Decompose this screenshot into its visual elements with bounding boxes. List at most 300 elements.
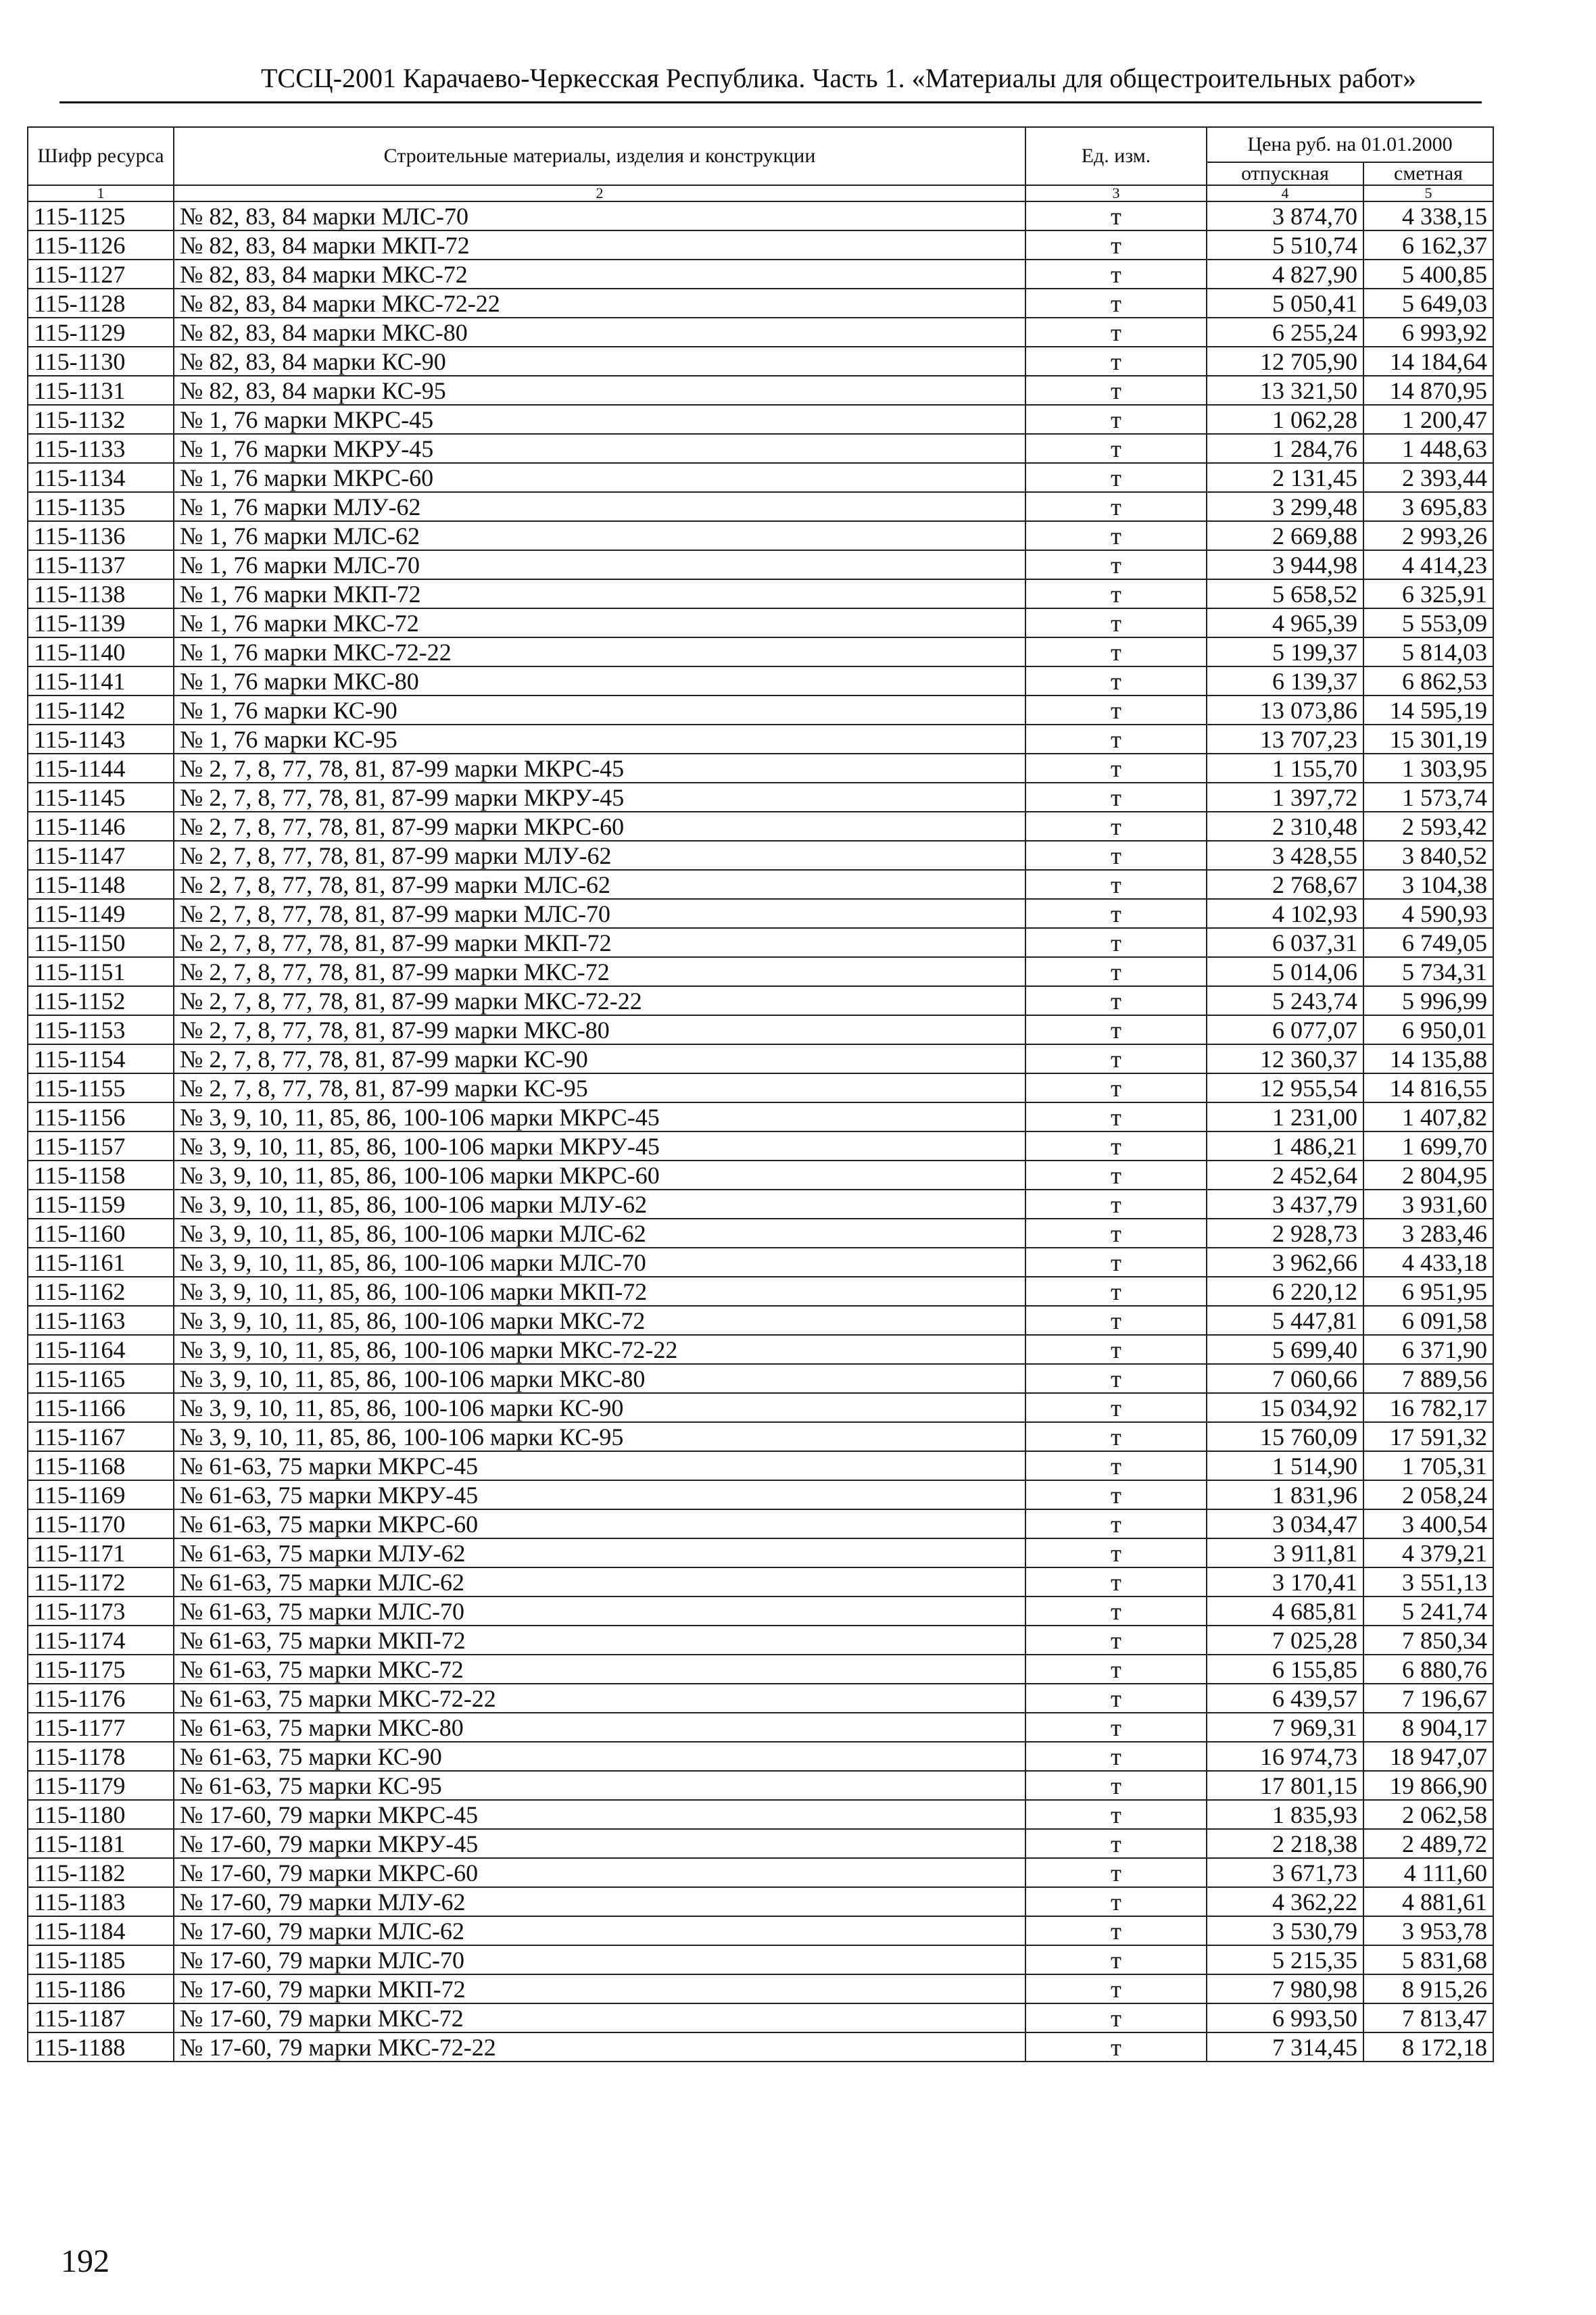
estimate-price-cell: 5 831,68 bbox=[1363, 1945, 1493, 1974]
column-header-name: Строительные материалы, изделия и конструкции bbox=[174, 127, 1025, 185]
unit-cell: т bbox=[1025, 1771, 1207, 1800]
code-cell: 115-1177 bbox=[28, 1713, 174, 1742]
column-number: 4 bbox=[1207, 185, 1363, 201]
estimate-price-cell: 6 162,37 bbox=[1363, 230, 1493, 260]
estimate-price-cell: 3 400,54 bbox=[1363, 1509, 1493, 1538]
release-price-cell: 1 486,21 bbox=[1207, 1131, 1363, 1161]
release-price-cell: 3 911,81 bbox=[1207, 1538, 1363, 1567]
name-cell: № 3, 9, 10, 11, 85, 86, 100-106 марки МКРУ-45 bbox=[174, 1131, 1025, 1161]
unit-cell: т bbox=[1025, 986, 1207, 1015]
page-number: 192 bbox=[61, 2243, 110, 2279]
release-price-cell: 6 139,37 bbox=[1207, 666, 1363, 696]
code-cell: 115-1163 bbox=[28, 1306, 174, 1335]
release-price-cell: 16 974,73 bbox=[1207, 1742, 1363, 1771]
name-cell: № 1, 76 марки КС-95 bbox=[174, 725, 1025, 754]
release-price-cell: 17 801,15 bbox=[1207, 1771, 1363, 1800]
name-cell: № 61-63, 75 марки МКРС-60 bbox=[174, 1509, 1025, 1538]
estimate-price-cell: 5 241,74 bbox=[1363, 1597, 1493, 1626]
name-cell: № 2, 7, 8, 77, 78, 81, 87-99 марки МКП-72 bbox=[174, 928, 1025, 957]
code-cell: 115-1151 bbox=[28, 957, 174, 986]
release-price-cell: 2 768,67 bbox=[1207, 870, 1363, 899]
release-price-cell: 1 831,96 bbox=[1207, 1480, 1363, 1509]
code-cell: 115-1187 bbox=[28, 2003, 174, 2032]
code-cell: 115-1170 bbox=[28, 1509, 174, 1538]
estimate-price-cell: 6 950,01 bbox=[1363, 1015, 1493, 1044]
release-price-cell: 5 199,37 bbox=[1207, 637, 1363, 666]
release-price-cell: 3 034,47 bbox=[1207, 1509, 1363, 1538]
code-cell: 115-1152 bbox=[28, 986, 174, 1015]
unit-cell: т bbox=[1025, 608, 1207, 637]
estimate-price-cell: 8 172,18 bbox=[1363, 2032, 1493, 2062]
estimate-price-cell: 14 816,55 bbox=[1363, 1073, 1493, 1102]
estimate-price-cell: 6 749,05 bbox=[1363, 928, 1493, 957]
name-cell: № 2, 7, 8, 77, 78, 81, 87-99 марки МКС-72 bbox=[174, 957, 1025, 986]
table-row bbox=[28, 1451, 1493, 1480]
code-cell: 115-1135 bbox=[28, 492, 174, 521]
table-row bbox=[28, 1248, 1493, 1277]
release-price-cell: 13 073,86 bbox=[1207, 696, 1363, 725]
code-cell: 115-1137 bbox=[28, 550, 174, 579]
name-cell: № 82, 83, 84 марки МКП-72 bbox=[174, 230, 1025, 260]
unit-cell: т bbox=[1025, 1306, 1207, 1335]
name-cell: № 3, 9, 10, 11, 85, 86, 100-106 марки МКС-72 bbox=[174, 1306, 1025, 1335]
name-cell: № 1, 76 марки МЛС-62 bbox=[174, 521, 1025, 550]
release-price-cell: 13 707,23 bbox=[1207, 725, 1363, 754]
name-cell: № 1, 76 марки МЛС-70 bbox=[174, 550, 1025, 579]
release-price-cell: 3 962,66 bbox=[1207, 1248, 1363, 1277]
table-row bbox=[28, 1829, 1493, 1858]
name-cell: № 3, 9, 10, 11, 85, 86, 100-106 марки МКС-80 bbox=[174, 1364, 1025, 1393]
name-cell: № 3, 9, 10, 11, 85, 86, 100-106 марки МЛС-62 bbox=[174, 1219, 1025, 1248]
code-cell: 115-1150 bbox=[28, 928, 174, 957]
estimate-price-cell: 6 880,76 bbox=[1363, 1655, 1493, 1684]
table-row bbox=[28, 492, 1493, 521]
code-cell: 115-1161 bbox=[28, 1248, 174, 1277]
unit-cell: т bbox=[1025, 1858, 1207, 1887]
unit-cell: т bbox=[1025, 1248, 1207, 1277]
estimate-price-cell: 15 301,19 bbox=[1363, 725, 1493, 754]
table-row bbox=[28, 1684, 1493, 1713]
table-row bbox=[28, 1422, 1493, 1451]
name-cell: № 3, 9, 10, 11, 85, 86, 100-106 марки МКРС-45 bbox=[174, 1102, 1025, 1131]
release-price-cell: 4 102,93 bbox=[1207, 899, 1363, 928]
name-cell: № 3, 9, 10, 11, 85, 86, 100-106 марки МЛУ-62 bbox=[174, 1190, 1025, 1219]
page-header bbox=[0, 62, 1596, 95]
code-cell: 115-1134 bbox=[28, 463, 174, 492]
estimate-price-cell: 8 915,26 bbox=[1363, 1974, 1493, 2003]
estimate-price-cell: 1 699,70 bbox=[1363, 1131, 1493, 1161]
table-row bbox=[28, 201, 1493, 230]
table-row bbox=[28, 2032, 1493, 2062]
release-price-cell: 2 669,88 bbox=[1207, 521, 1363, 550]
name-cell: № 82, 83, 84 марки КС-90 bbox=[174, 347, 1025, 376]
unit-cell: т bbox=[1025, 1713, 1207, 1742]
release-price-cell: 6 993,50 bbox=[1207, 2003, 1363, 2032]
table-row bbox=[28, 1771, 1493, 1800]
code-cell: 115-1156 bbox=[28, 1102, 174, 1131]
unit-cell: т bbox=[1025, 1655, 1207, 1684]
table-row bbox=[28, 376, 1493, 405]
unit-cell: т bbox=[1025, 899, 1207, 928]
unit-cell: т bbox=[1025, 1131, 1207, 1161]
estimate-price-cell: 2 393,44 bbox=[1363, 463, 1493, 492]
estimate-price-cell: 14 135,88 bbox=[1363, 1044, 1493, 1073]
table-row bbox=[28, 1015, 1493, 1044]
table-row bbox=[28, 754, 1493, 783]
unit-cell: т bbox=[1025, 1364, 1207, 1393]
code-cell: 115-1176 bbox=[28, 1684, 174, 1713]
unit-cell: т bbox=[1025, 1509, 1207, 1538]
table-body bbox=[28, 201, 1493, 2062]
code-cell: 115-1188 bbox=[28, 2032, 174, 2062]
release-price-cell: 1 397,72 bbox=[1207, 783, 1363, 812]
table-row bbox=[28, 1102, 1493, 1131]
estimate-price-cell: 1 303,95 bbox=[1363, 754, 1493, 783]
table-row bbox=[28, 1393, 1493, 1422]
unit-cell: т bbox=[1025, 1800, 1207, 1829]
code-cell: 115-1138 bbox=[28, 579, 174, 608]
code-cell: 115-1183 bbox=[28, 1887, 174, 1916]
unit-cell: т bbox=[1025, 1916, 1207, 1945]
unit-cell: т bbox=[1025, 2003, 1207, 2032]
estimate-price-cell: 14 595,19 bbox=[1363, 696, 1493, 725]
name-cell: № 82, 83, 84 марки МКС-80 bbox=[174, 318, 1025, 347]
release-price-cell: 6 155,85 bbox=[1207, 1655, 1363, 1684]
table-row bbox=[28, 812, 1493, 841]
release-price-cell: 7 969,31 bbox=[1207, 1713, 1363, 1742]
estimate-price-cell: 5 649,03 bbox=[1363, 289, 1493, 318]
name-cell: № 61-63, 75 марки МЛС-62 bbox=[174, 1567, 1025, 1597]
unit-cell: т bbox=[1025, 1684, 1207, 1713]
column-header-price-group: Цена руб. на 01.01.2000 bbox=[1207, 127, 1493, 162]
name-cell: № 1, 76 марки МКП-72 bbox=[174, 579, 1025, 608]
name-cell: № 61-63, 75 марки МКС-80 bbox=[174, 1713, 1025, 1742]
estimate-price-cell: 4 111,60 bbox=[1363, 1858, 1493, 1887]
code-cell: 115-1128 bbox=[28, 289, 174, 318]
code-cell: 115-1149 bbox=[28, 899, 174, 928]
code-cell: 115-1141 bbox=[28, 666, 174, 696]
table-row bbox=[28, 1073, 1493, 1102]
release-price-cell: 4 362,22 bbox=[1207, 1887, 1363, 1916]
unit-cell: т bbox=[1025, 1422, 1207, 1451]
code-cell: 115-1130 bbox=[28, 347, 174, 376]
release-price-cell: 6 220,12 bbox=[1207, 1277, 1363, 1306]
release-price-cell: 1 514,90 bbox=[1207, 1451, 1363, 1480]
code-cell: 115-1184 bbox=[28, 1916, 174, 1945]
estimate-price-cell: 5 996,99 bbox=[1363, 986, 1493, 1015]
unit-cell: т bbox=[1025, 1480, 1207, 1509]
column-header-unit: Ед. изм. bbox=[1025, 127, 1207, 185]
table-header-row bbox=[28, 127, 1493, 162]
column-header-estimate-price: сметная bbox=[1363, 162, 1493, 185]
release-price-cell: 1 062,28 bbox=[1207, 405, 1363, 434]
table-row bbox=[28, 1800, 1493, 1829]
name-cell: № 2, 7, 8, 77, 78, 81, 87-99 марки КС-90 bbox=[174, 1044, 1025, 1073]
name-cell: № 3, 9, 10, 11, 85, 86, 100-106 марки МЛС-70 bbox=[174, 1248, 1025, 1277]
code-cell: 115-1142 bbox=[28, 696, 174, 725]
unit-cell: т bbox=[1025, 1742, 1207, 1771]
table-row bbox=[28, 637, 1493, 666]
estimate-price-cell: 6 862,53 bbox=[1363, 666, 1493, 696]
code-cell: 115-1143 bbox=[28, 725, 174, 754]
column-number-row bbox=[28, 185, 1493, 201]
unit-cell: т bbox=[1025, 550, 1207, 579]
estimate-price-cell: 18 947,07 bbox=[1363, 1742, 1493, 1771]
code-cell: 115-1153 bbox=[28, 1015, 174, 1044]
code-cell: 115-1132 bbox=[28, 405, 174, 434]
unit-cell: т bbox=[1025, 201, 1207, 230]
code-cell: 115-1125 bbox=[28, 201, 174, 230]
unit-cell: т bbox=[1025, 1538, 1207, 1567]
name-cell: № 17-60, 79 марки МЛУ-62 bbox=[174, 1887, 1025, 1916]
release-price-cell: 1 284,76 bbox=[1207, 434, 1363, 463]
name-cell: № 3, 9, 10, 11, 85, 86, 100-106 марки МКП-72 bbox=[174, 1277, 1025, 1306]
release-price-cell: 5 447,81 bbox=[1207, 1306, 1363, 1335]
estimate-price-cell: 7 850,34 bbox=[1363, 1626, 1493, 1655]
code-cell: 115-1172 bbox=[28, 1567, 174, 1597]
name-cell: № 82, 83, 84 марки КС-95 bbox=[174, 376, 1025, 405]
release-price-cell: 3 530,79 bbox=[1207, 1916, 1363, 1945]
estimate-price-cell: 2 593,42 bbox=[1363, 812, 1493, 841]
table-row bbox=[28, 521, 1493, 550]
code-cell: 115-1160 bbox=[28, 1219, 174, 1248]
estimate-price-cell: 3 953,78 bbox=[1363, 1916, 1493, 1945]
release-price-cell: 7 060,66 bbox=[1207, 1364, 1363, 1393]
column-number: 1 bbox=[28, 185, 174, 201]
estimate-price-cell: 14 184,64 bbox=[1363, 347, 1493, 376]
column-number: 3 bbox=[1025, 185, 1207, 201]
estimate-price-cell: 2 058,24 bbox=[1363, 1480, 1493, 1509]
table-row bbox=[28, 1567, 1493, 1597]
release-price-cell: 5 699,40 bbox=[1207, 1335, 1363, 1364]
unit-cell: т bbox=[1025, 1626, 1207, 1655]
table-row bbox=[28, 318, 1493, 347]
unit-cell: т bbox=[1025, 1044, 1207, 1073]
unit-cell: т bbox=[1025, 2032, 1207, 2062]
name-cell: № 3, 9, 10, 11, 85, 86, 100-106 марки МКС-72-22 bbox=[174, 1335, 1025, 1364]
table-row bbox=[28, 1626, 1493, 1655]
name-cell: № 61-63, 75 марки МКС-72 bbox=[174, 1655, 1025, 1684]
name-cell: № 61-63, 75 марки МЛС-70 bbox=[174, 1597, 1025, 1626]
code-cell: 115-1178 bbox=[28, 1742, 174, 1771]
code-cell: 115-1164 bbox=[28, 1335, 174, 1364]
unit-cell: т bbox=[1025, 1567, 1207, 1597]
table-row bbox=[28, 1277, 1493, 1306]
table-row bbox=[28, 1945, 1493, 1974]
name-cell: № 61-63, 75 марки МКРУ-45 bbox=[174, 1480, 1025, 1509]
estimate-price-cell: 1 407,82 bbox=[1363, 1102, 1493, 1131]
release-price-cell: 15 760,09 bbox=[1207, 1422, 1363, 1451]
code-cell: 115-1147 bbox=[28, 841, 174, 870]
estimate-price-cell: 5 814,03 bbox=[1363, 637, 1493, 666]
unit-cell: т bbox=[1025, 376, 1207, 405]
estimate-price-cell: 1 200,47 bbox=[1363, 405, 1493, 434]
name-cell: № 2, 7, 8, 77, 78, 81, 87-99 марки МЛУ-62 bbox=[174, 841, 1025, 870]
unit-cell: т bbox=[1025, 696, 1207, 725]
code-cell: 115-1167 bbox=[28, 1422, 174, 1451]
table-row bbox=[28, 608, 1493, 637]
name-cell: № 61-63, 75 марки КС-95 bbox=[174, 1771, 1025, 1800]
table-row bbox=[28, 1858, 1493, 1887]
table-row bbox=[28, 725, 1493, 754]
unit-cell: т bbox=[1025, 492, 1207, 521]
release-price-cell: 4 827,90 bbox=[1207, 260, 1363, 289]
unit-cell: т bbox=[1025, 1945, 1207, 1974]
name-cell: № 1, 76 марки МКРУ-45 bbox=[174, 434, 1025, 463]
unit-cell: т bbox=[1025, 841, 1207, 870]
estimate-price-cell: 2 489,72 bbox=[1363, 1829, 1493, 1858]
release-price-cell: 4 685,81 bbox=[1207, 1597, 1363, 1626]
table-row bbox=[28, 783, 1493, 812]
name-cell: № 61-63, 75 марки КС-90 bbox=[174, 1742, 1025, 1771]
unit-cell: т bbox=[1025, 870, 1207, 899]
release-price-cell: 3 170,41 bbox=[1207, 1567, 1363, 1597]
name-cell: № 61-63, 75 марки МКС-72-22 bbox=[174, 1684, 1025, 1713]
release-price-cell: 6 439,57 bbox=[1207, 1684, 1363, 1713]
table-row bbox=[28, 1480, 1493, 1509]
release-price-cell: 5 014,06 bbox=[1207, 957, 1363, 986]
estimate-price-cell: 17 591,32 bbox=[1363, 1422, 1493, 1451]
code-cell: 115-1139 bbox=[28, 608, 174, 637]
name-cell: № 1, 76 марки МКРС-45 bbox=[174, 405, 1025, 434]
column-number: 5 bbox=[1363, 185, 1493, 201]
estimate-price-cell: 3 551,13 bbox=[1363, 1567, 1493, 1597]
code-cell: 115-1179 bbox=[28, 1771, 174, 1800]
estimate-price-cell: 7 196,67 bbox=[1363, 1684, 1493, 1713]
table-row bbox=[28, 1655, 1493, 1684]
column-header-code: Шифр ресурса bbox=[28, 127, 174, 185]
estimate-price-cell: 5 400,85 bbox=[1363, 260, 1493, 289]
unit-cell: т bbox=[1025, 1887, 1207, 1916]
name-cell: № 61-63, 75 марки МКП-72 bbox=[174, 1626, 1025, 1655]
release-price-cell: 7 314,45 bbox=[1207, 2032, 1363, 2062]
estimate-price-cell: 3 695,83 bbox=[1363, 492, 1493, 521]
release-price-cell: 1 155,70 bbox=[1207, 754, 1363, 783]
estimate-price-cell: 2 993,26 bbox=[1363, 521, 1493, 550]
code-cell: 115-1148 bbox=[28, 870, 174, 899]
code-cell: 115-1154 bbox=[28, 1044, 174, 1073]
estimate-price-cell: 6 091,58 bbox=[1363, 1306, 1493, 1335]
table-row bbox=[28, 1219, 1493, 1248]
unit-cell: т bbox=[1025, 1277, 1207, 1306]
code-cell: 115-1126 bbox=[28, 230, 174, 260]
estimate-price-cell: 6 993,92 bbox=[1363, 318, 1493, 347]
unit-cell: т bbox=[1025, 637, 1207, 666]
release-price-cell: 5 510,74 bbox=[1207, 230, 1363, 260]
name-cell: № 17-60, 79 марки МКРС-45 bbox=[174, 1800, 1025, 1829]
table-row bbox=[28, 405, 1493, 434]
unit-cell: т bbox=[1025, 783, 1207, 812]
estimate-price-cell: 4 433,18 bbox=[1363, 1248, 1493, 1277]
name-cell: № 3, 9, 10, 11, 85, 86, 100-106 марки КС-90 bbox=[174, 1393, 1025, 1422]
estimate-price-cell: 14 870,95 bbox=[1363, 376, 1493, 405]
unit-cell: т bbox=[1025, 405, 1207, 434]
estimate-price-cell: 6 951,95 bbox=[1363, 1277, 1493, 1306]
estimate-price-cell: 6 371,90 bbox=[1363, 1335, 1493, 1364]
release-price-cell: 5 243,74 bbox=[1207, 986, 1363, 1015]
table-row bbox=[28, 899, 1493, 928]
name-cell: № 82, 83, 84 марки МКС-72-22 bbox=[174, 289, 1025, 318]
release-price-cell: 7 980,98 bbox=[1207, 1974, 1363, 2003]
estimate-price-cell: 5 734,31 bbox=[1363, 957, 1493, 986]
unit-cell: т bbox=[1025, 1335, 1207, 1364]
code-cell: 115-1144 bbox=[28, 754, 174, 783]
table-row bbox=[28, 1597, 1493, 1626]
code-cell: 115-1186 bbox=[28, 1974, 174, 2003]
table-row bbox=[28, 260, 1493, 289]
unit-cell: т bbox=[1025, 579, 1207, 608]
estimate-price-cell: 1 448,63 bbox=[1363, 434, 1493, 463]
unit-cell: т bbox=[1025, 1161, 1207, 1190]
code-cell: 115-1182 bbox=[28, 1858, 174, 1887]
column-number: 2 bbox=[174, 185, 1025, 201]
unit-cell: т bbox=[1025, 928, 1207, 957]
name-cell: № 3, 9, 10, 11, 85, 86, 100-106 марки КС-95 bbox=[174, 1422, 1025, 1451]
table-row bbox=[28, 841, 1493, 870]
table-row bbox=[28, 463, 1493, 492]
table-row bbox=[28, 870, 1493, 899]
estimate-price-cell: 7 889,56 bbox=[1363, 1364, 1493, 1393]
name-cell: № 1, 76 марки МКС-80 bbox=[174, 666, 1025, 696]
table-row bbox=[28, 696, 1493, 725]
name-cell: № 17-60, 79 марки МКРС-60 bbox=[174, 1858, 1025, 1887]
code-cell: 115-1174 bbox=[28, 1626, 174, 1655]
name-cell: № 17-60, 79 марки МКРУ-45 bbox=[174, 1829, 1025, 1858]
release-price-cell: 2 218,38 bbox=[1207, 1829, 1363, 1858]
estimate-price-cell: 1 573,74 bbox=[1363, 783, 1493, 812]
unit-cell: т bbox=[1025, 1451, 1207, 1480]
estimate-price-cell: 4 414,23 bbox=[1363, 550, 1493, 579]
unit-cell: т bbox=[1025, 260, 1207, 289]
release-price-cell: 4 965,39 bbox=[1207, 608, 1363, 637]
release-price-cell: 1 231,00 bbox=[1207, 1102, 1363, 1131]
table-row bbox=[28, 550, 1493, 579]
estimate-price-cell: 4 379,21 bbox=[1363, 1538, 1493, 1567]
unit-cell: т bbox=[1025, 957, 1207, 986]
name-cell: № 2, 7, 8, 77, 78, 81, 87-99 марки МЛС-70 bbox=[174, 899, 1025, 928]
table-row bbox=[28, 1742, 1493, 1771]
code-cell: 115-1171 bbox=[28, 1538, 174, 1567]
code-cell: 115-1155 bbox=[28, 1073, 174, 1102]
estimate-price-cell: 16 782,17 bbox=[1363, 1393, 1493, 1422]
release-price-cell: 3 944,98 bbox=[1207, 550, 1363, 579]
name-cell: № 2, 7, 8, 77, 78, 81, 87-99 марки МКРС-45 bbox=[174, 754, 1025, 783]
release-price-cell: 2 452,64 bbox=[1207, 1161, 1363, 1190]
table-row bbox=[28, 1713, 1493, 1742]
release-price-cell: 3 299,48 bbox=[1207, 492, 1363, 521]
release-price-cell: 3 428,55 bbox=[1207, 841, 1363, 870]
release-price-cell: 12 705,90 bbox=[1207, 347, 1363, 376]
release-price-cell: 15 034,92 bbox=[1207, 1393, 1363, 1422]
code-cell: 115-1131 bbox=[28, 376, 174, 405]
release-price-cell: 3 671,73 bbox=[1207, 1858, 1363, 1887]
estimate-price-cell: 3 931,60 bbox=[1363, 1190, 1493, 1219]
code-cell: 115-1145 bbox=[28, 783, 174, 812]
estimate-price-cell: 2 804,95 bbox=[1363, 1161, 1493, 1190]
table-row bbox=[28, 1131, 1493, 1161]
price-table bbox=[27, 126, 1494, 2062]
name-cell: № 17-60, 79 марки МКП-72 bbox=[174, 1974, 1025, 2003]
estimate-price-cell: 3 104,38 bbox=[1363, 870, 1493, 899]
estimate-price-cell: 3 283,46 bbox=[1363, 1219, 1493, 1248]
unit-cell: т bbox=[1025, 289, 1207, 318]
release-price-cell: 12 955,54 bbox=[1207, 1073, 1363, 1102]
unit-cell: т bbox=[1025, 1597, 1207, 1626]
table-row bbox=[28, 1335, 1493, 1364]
release-price-cell: 5 658,52 bbox=[1207, 579, 1363, 608]
estimate-price-cell: 1 705,31 bbox=[1363, 1451, 1493, 1480]
release-price-cell: 6 255,24 bbox=[1207, 318, 1363, 347]
